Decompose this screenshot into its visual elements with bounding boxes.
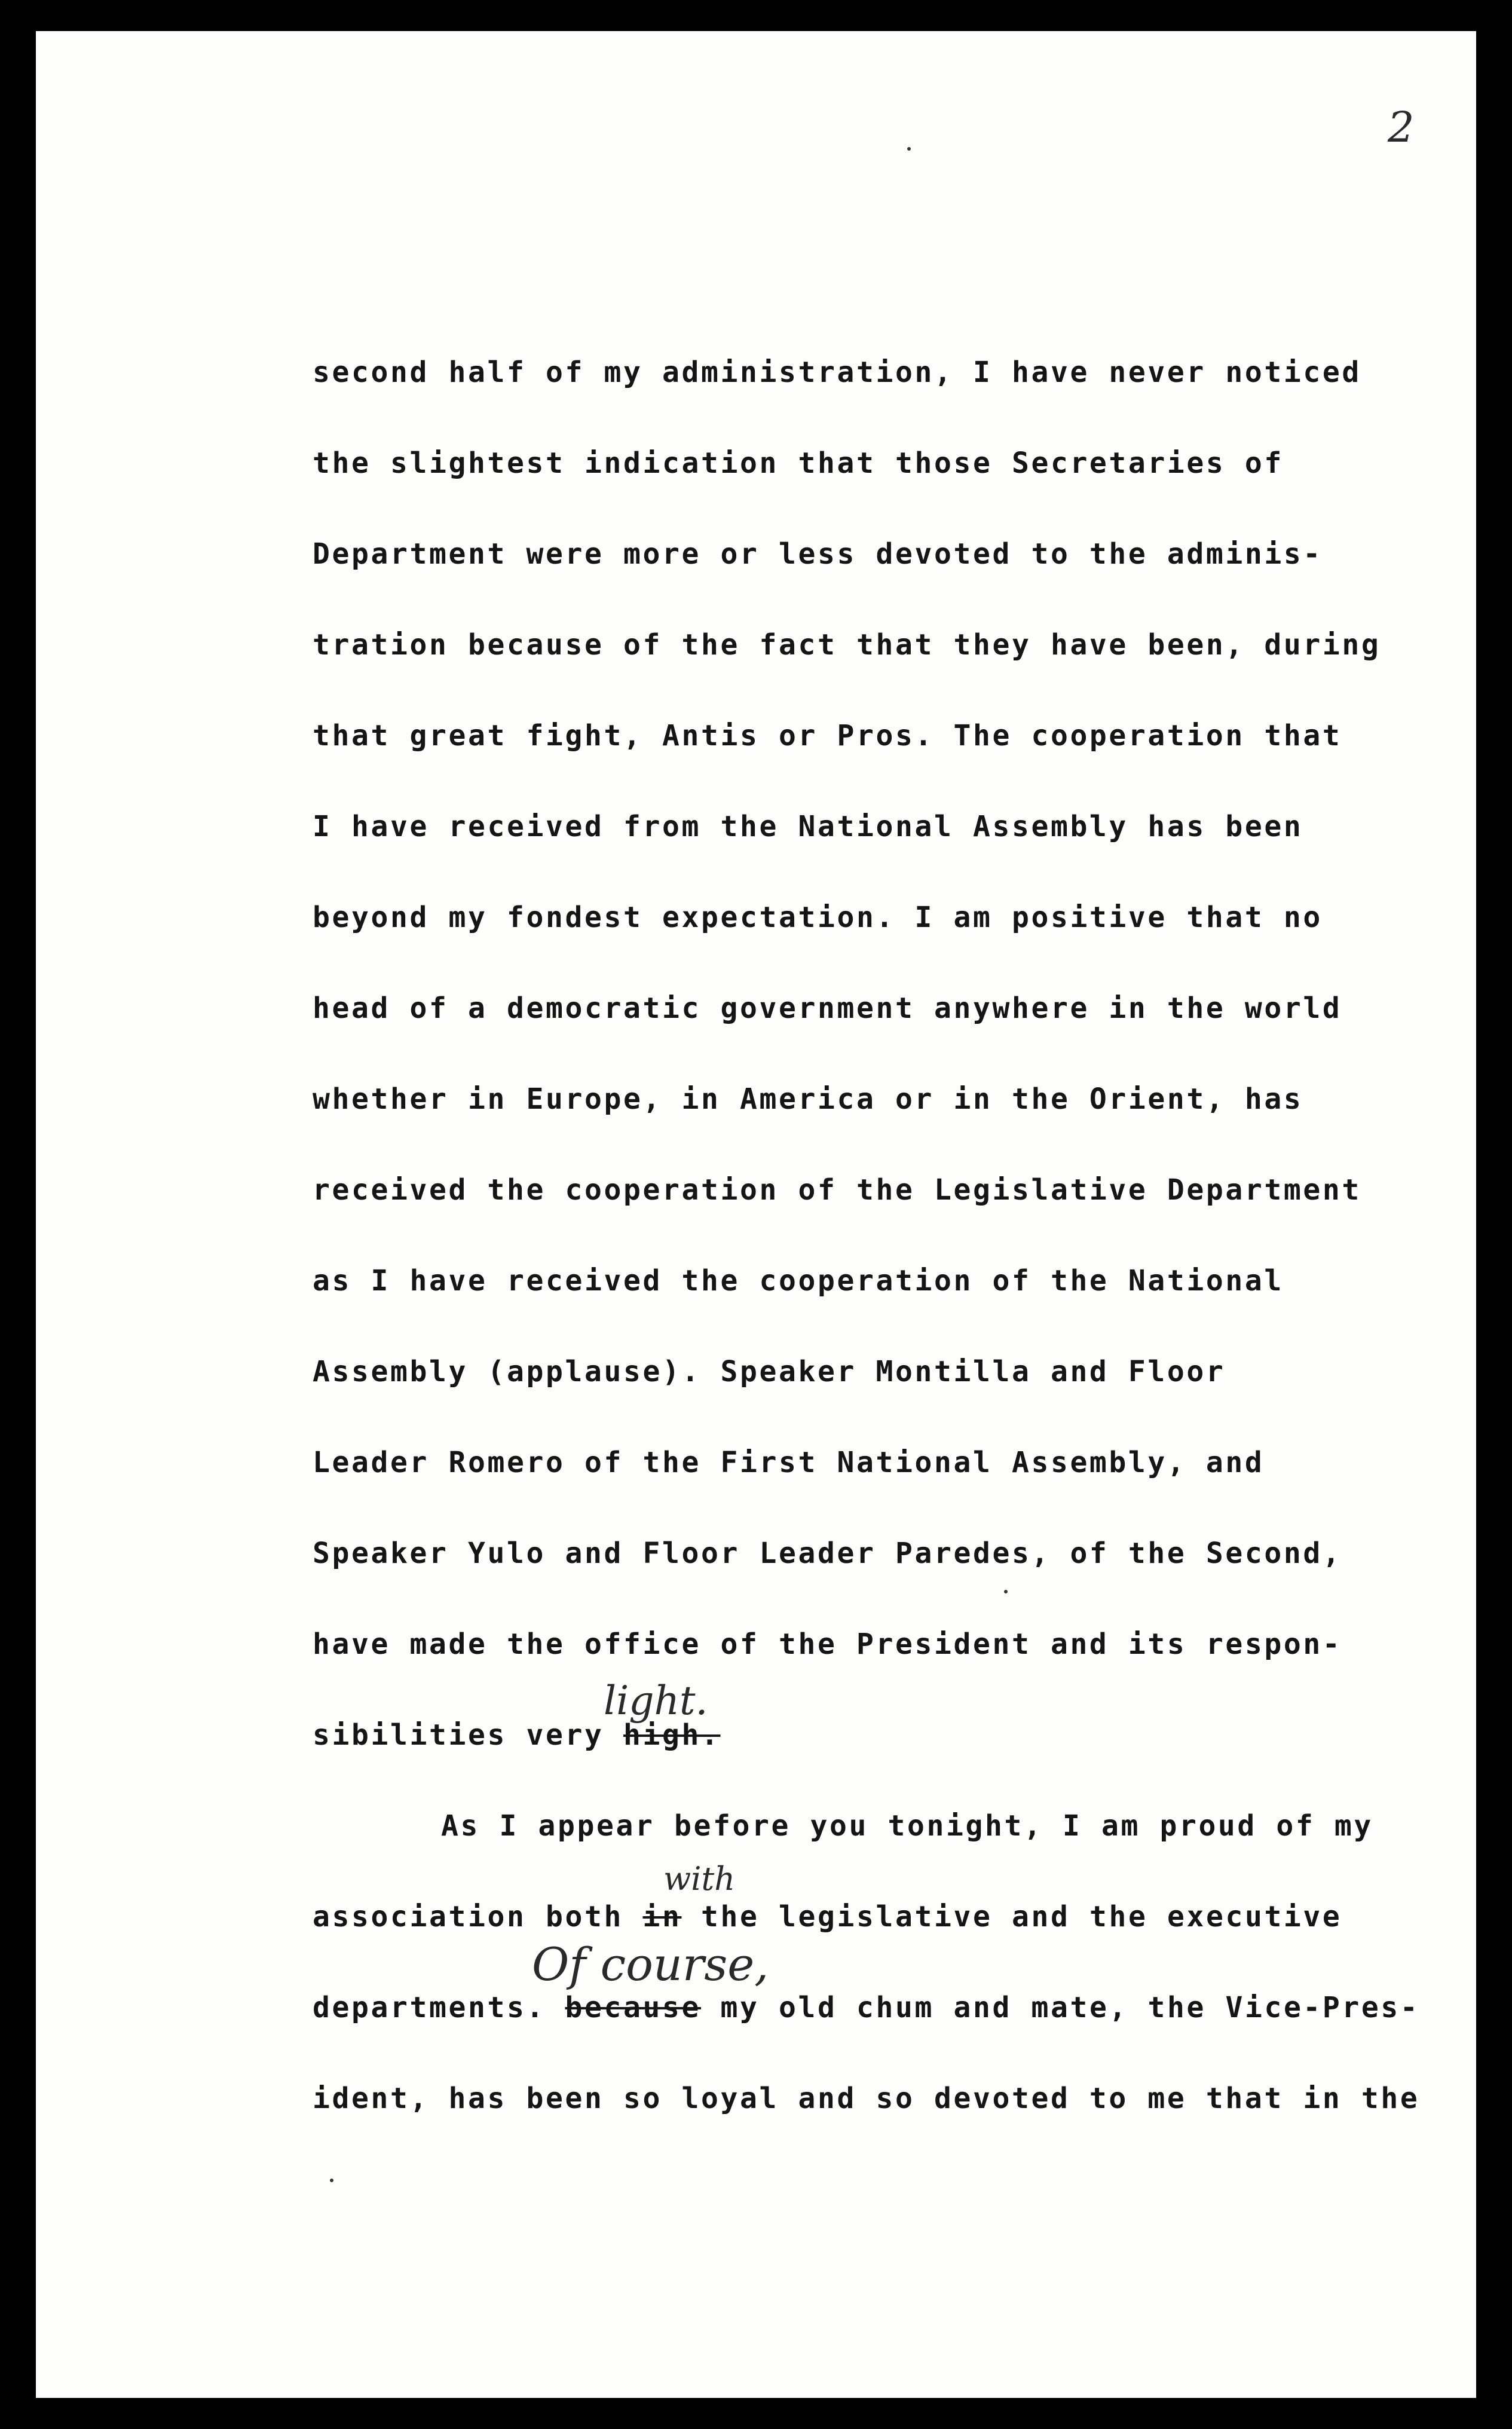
text-line-11: as I have received the cooperation of the National bbox=[313, 1264, 1284, 1298]
text-line-5: that great fight, Antis or Pros. The cooperation that bbox=[313, 719, 1342, 752]
text-line-18 bbox=[313, 1900, 1342, 1934]
speck-top bbox=[907, 147, 911, 151]
page-number: 2 bbox=[1388, 103, 1415, 152]
line-16-text: sibilities very bbox=[313, 1718, 604, 1752]
handwritten-light: light. bbox=[604, 1678, 708, 1724]
handwritten-with: with bbox=[663, 1860, 735, 1898]
typewritten-page bbox=[36, 31, 1476, 2398]
text-line-3: Department were more or less devoted to the adminis- bbox=[313, 537, 1323, 571]
text-line-15: have made the office of the President and its respon- bbox=[313, 1628, 1342, 1661]
text-line-17: As I appear before you tonight, I am proud of my bbox=[441, 1809, 1373, 1843]
text-line-4: tration because of the fact that they have been, during bbox=[313, 628, 1381, 662]
text-line-20: ident, has been so loyal and so devoted to me that in the bbox=[313, 2082, 1420, 2115]
text-line-6: I have received from the National Assembly has been bbox=[313, 810, 1303, 843]
handwritten-of-course: Of course, bbox=[532, 1938, 769, 1991]
speck-bottom bbox=[330, 2179, 333, 2182]
line-19-text: departments. bbox=[313, 1991, 546, 2024]
text-line-1: second half of my administration, I have never noticed bbox=[313, 356, 1361, 389]
line-19-tail: my old chum and mate, the Vice-Pres- bbox=[720, 1991, 1420, 2024]
text-line-9: whether in Europe, in America or in the Orient, has bbox=[313, 1082, 1303, 1116]
text-line-2: the slightest indication that those Secretaries of bbox=[313, 446, 1284, 480]
struck-word-high: high. bbox=[623, 1718, 721, 1752]
text-line-12: Assembly (applause). Speaker Montilla and Floor bbox=[313, 1355, 1226, 1388]
text-line-14: Speaker Yulo and Floor Leader Paredes, of the Second, bbox=[313, 1537, 1342, 1570]
struck-word-because: because bbox=[565, 1991, 701, 2024]
struck-word-in: in bbox=[642, 1900, 682, 1934]
line-18-text: association both bbox=[313, 1900, 623, 1934]
text-line-10: received the cooperation of the Legislative Department bbox=[313, 1173, 1361, 1207]
text-line-8: head of a democratic government anywhere in the world bbox=[313, 992, 1342, 1025]
line-18-tail: the legislative and the executive bbox=[700, 1900, 1342, 1934]
text-line-19 bbox=[313, 1991, 1419, 2024]
speck-mid bbox=[1004, 1590, 1008, 1593]
text-line-13: Leader Romero of the First National Assembly, and bbox=[313, 1446, 1265, 1479]
text-line-7: beyond my fondest expectation. I am positive that no bbox=[313, 901, 1323, 934]
